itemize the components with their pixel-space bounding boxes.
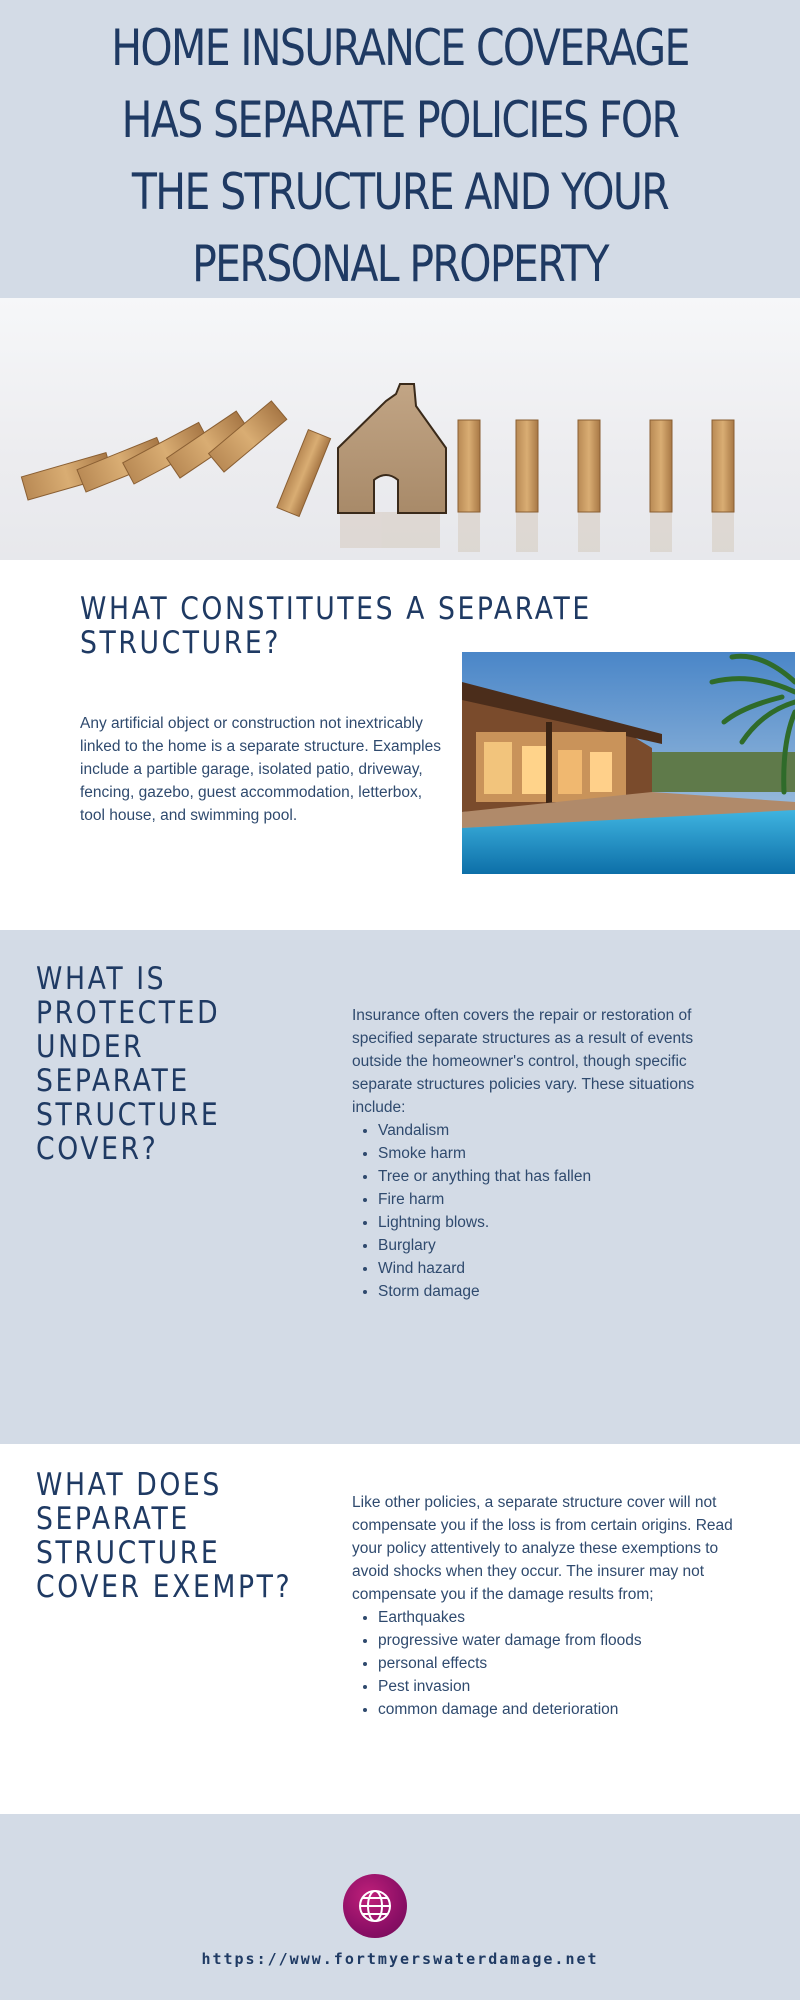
list-item: • common damage and deterioration xyxy=(378,1698,742,1721)
separate-structure-section xyxy=(0,560,800,930)
protected-section xyxy=(0,930,800,1444)
list-item: • progressive water damage from floods xyxy=(378,1629,742,1652)
section-body: Any artificial object or construction not inextricably linked to the home is a separate structure. Examples include a partible garage, isolated patio, driveway, fencing, gazebo, guest accommodation, letterbox, tool house, and swimming pool. xyxy=(80,715,441,824)
list-item: • personal effects xyxy=(378,1652,742,1675)
list-item: • Burglary xyxy=(378,1234,742,1257)
section-heading: WHAT DOES SEPARATE STRUCTURE COVER EXEMPT? xyxy=(36,1467,293,1605)
section-text xyxy=(352,1004,742,1303)
list-item: • Smoke harm xyxy=(378,1142,742,1165)
list-item: • Vandalism xyxy=(378,1119,742,1142)
globe-icon[interactable] xyxy=(343,1874,407,1938)
list-item: • Earthquakes xyxy=(378,1606,742,1629)
section-heading: WHAT CONSTITUTES A SEPARATE STRUCTURE? xyxy=(80,591,592,661)
list-item: • Tree or anything that has fallen xyxy=(378,1165,742,1188)
domino-house-image xyxy=(0,298,800,560)
list-item: • Fire harm xyxy=(378,1188,742,1211)
exemptions-list xyxy=(352,1606,742,1721)
list-item: • Wind hazard xyxy=(378,1257,742,1280)
covered-events-list xyxy=(352,1119,742,1303)
list-item: • Lightning blows. xyxy=(378,1211,742,1234)
page-title: HOME INSURANCE COVERAGE HAS SEPARATE POLICIES FOR THE STRUCTURE AND YOUR PERSONAL PROPERTY xyxy=(111,19,689,293)
website-link[interactable]: https://www.fortmyerswaterdamage.net xyxy=(201,1950,599,1968)
header-banner xyxy=(0,0,800,298)
section-intro: Insurance often covers the repair or restoration of specified separate structures as a result of events outside the homeowner's control, though specific separate structures policies vary. These situations include: xyxy=(352,1007,695,1116)
section-intro: Like other policies, a separate structure cover will not compensate you if the loss is from certain origins. Read your policy attentively to analyze these exemptions to avoid shocks when they occur. The insurer may not compensate you if the damage results from; xyxy=(352,1494,733,1603)
exemptions-section xyxy=(0,1444,800,1814)
list-item: • Storm damage xyxy=(378,1280,742,1303)
pool-house-photo xyxy=(462,652,795,874)
section-text xyxy=(352,1491,742,1721)
section-heading: WHAT IS PROTECTED UNDER SEPARATE STRUCTURE COVER? xyxy=(36,961,221,1167)
footer xyxy=(0,1814,800,2000)
list-item: • Pest invasion xyxy=(378,1675,742,1698)
